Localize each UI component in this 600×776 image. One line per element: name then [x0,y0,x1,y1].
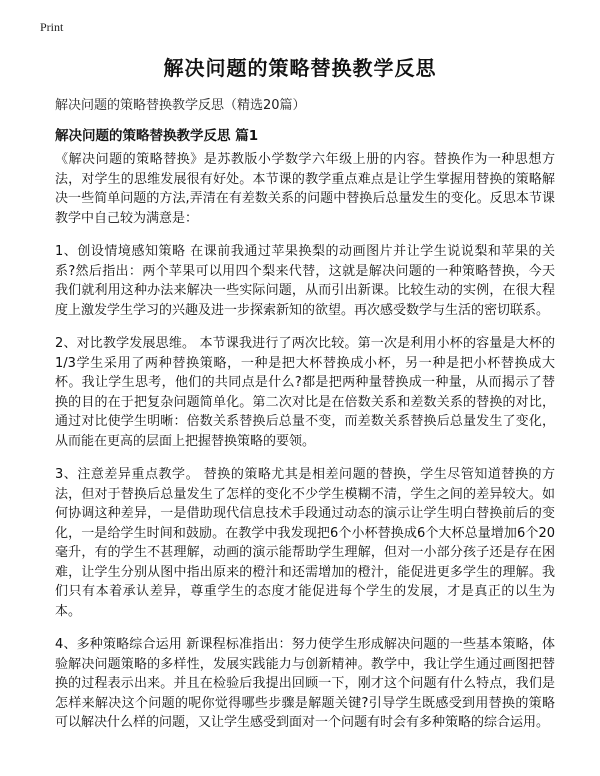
section-heading: 解决问题的策略替换教学反思 篇1 [55,128,259,144]
paragraph-point-3: 3、注意差异重点教学。 替换的策略尤其是相差问题的替换，学生尽管知道替换的方法，但对于替换后总量发生了怎样的变化不少学生模糊不清，学生之间的差异较大。如何协调这种差异，一是借助现代信息技术手段通过动态的演示让学生明白替换前后的变化，一是给学生时间和鼓励。在教学中我发现把6个小杯替换成6个大杯总量增加6个20毫升，有的学生不甚理解，动画的演示能帮助学生理解，但对一小部分孩子还是存在困难，让学生分别从图中指出原来的橙汁和还需增加的橙汁，能促进更多学生的理解。我们只有本着承认差异，尊重学生的态度才能促进每个学生的发展，才是真正的以生为本。 [55,467,555,619]
document-title: 解决问题的策略替换教学反思 [163,56,437,80]
paragraph-point-4: 4、多种策略综合运用 新课程标准指出：努力使学生形成解决问题的一些基本策略，体验解决问题策略的多样性，发展实践能力与创新精神。教学中，我让学生通过画图把替换的过程表示出来。并且在检验后我提出回顾一下，刚才这个问题有什么特点，我们是怎样来解决这个问题的呢你觉得哪些步骤是解题关键?引导学生既感受到用替换的策略可以解决什么样的问题，又让学生感受到面对一个问题有时会有多种策略的综合运用。 [55,637,555,730]
paragraph-intro: 《解决问题的策略替换》是苏教版小学数学六年级上册的内容。替换作为一种思想方法，对学生的思维发展很有好处。本节课的教学重点难点是让学生掌握用替换的策略解决一些简单问题的方法,弄清在有差数关系的问题中替换后总量发生的变化。反思本节课教学中自己较为满意是： [55,152,555,226]
article-body [55,150,555,747]
paragraph-point-2: 2、对比教学发展思维。 本节课我进行了两次比较。第一次是利用小杯的容量是大杯的1/3学生采用了两种替换策略，一种是把大杯替换成小杯，另一种是把小杯替换成大杯。我让学生思考，他们的共同点是什么?都是把两种量替换成一种量，从而揭示了替换的目的在于把复杂问题简单化。第二次对比是在倍数关系和差数关系的替换的对比，通过对比使学生明晰：倍数关系替换后总量不变，而差数关系替换后总量发生了变化，从而能在更高的层面上把握替换策略的要领。 [55,336,555,449]
paragraph-point-1: 1、创设情境感知策略 在课前我通过苹果换梨的动画图片并让学生说说梨和苹果的关系?然后指出：两个苹果可以用四个梨来代替，这就是解决问题的一种策略替换，今天我们就利用这种办法来解决一些实际问题，从而引出新课。比较生动的实例，在很大程度上激发学生学习的兴趣及进一步探索新知的欲望。再次感受数学与生活的密切联系。 [55,244,555,318]
document-subtitle: 解决问题的策略替换教学反思（精选20篇） [55,98,306,113]
print-label: Print [40,20,64,34]
